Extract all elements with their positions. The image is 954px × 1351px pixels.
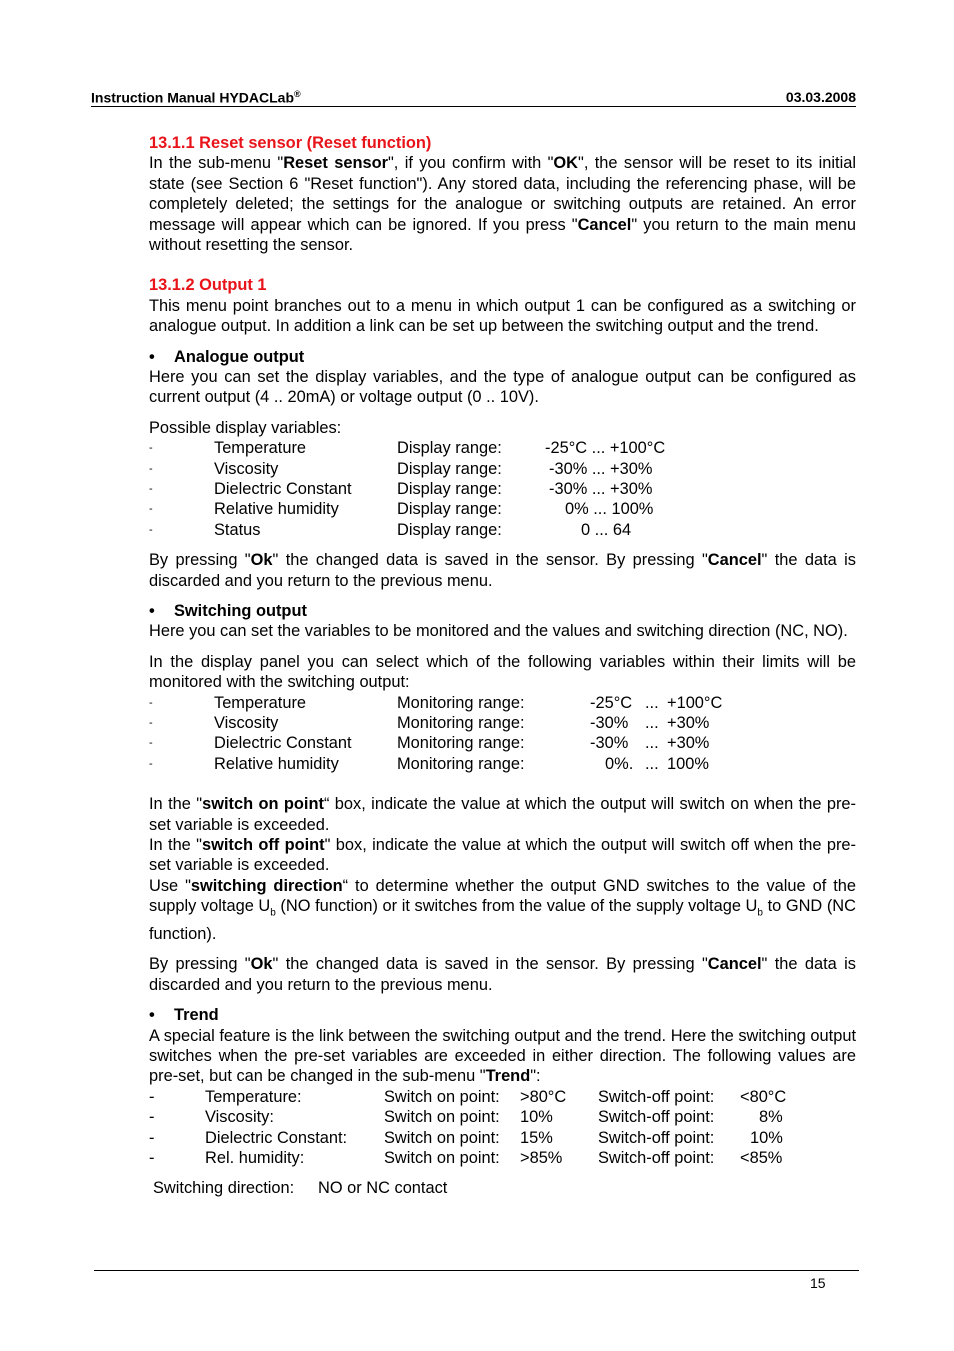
list-item: - Status Display range: 0 ... 64 <box>149 520 632 539</box>
list-item: - Viscosity Display range: -30% ... +30% <box>149 459 653 478</box>
analogue-ok-cancel: By pressing "Ok" the changed data is saved in the sensor. By pressing "Cancel" the data is discarded and you return to the previous menu. <box>149 551 856 590</box>
analogue-paragraph: Here you can set the display variables, and the type of analogue output can be configured as current output (4 .. 20mA) or voltage output (0 .. 10V). <box>149 368 856 407</box>
list-item: - Relative humidity Monitoring range: 0%. ... 100% <box>149 754 709 773</box>
header-date: 03.03.2008 <box>785 89 856 105</box>
list-item: - Temperature Monitoring range: -25°C ... +100°C <box>149 693 723 712</box>
list-item: - Relative humidity Display range: 0% ... 100% <box>149 500 654 519</box>
bullet-switching-output: • Switching output <box>149 602 307 621</box>
analogue-intro: Possible display variables: <box>149 418 342 437</box>
switching-paragraph: Here you can set the variables to be monitored and the values and switching direction (NC, NO). <box>149 622 848 641</box>
list-item: - Viscosity: Switch on point: 10% Switch-off point: 8% <box>149 1108 783 1127</box>
list-item: - Temperature: Switch on point: >80°C Switch-off point: <80°C <box>149 1087 787 1106</box>
footer-rule <box>94 1270 859 1271</box>
switching-ok-cancel: By pressing "Ok" the changed data is saved in the sensor. By pressing "Cancel" the data is discarded and you return to the previous menu. <box>149 955 856 994</box>
analogue-variable-list <box>149 438 856 540</box>
section-heading-output1: 13.1.2 Output 1 <box>149 276 267 295</box>
list-item: - Viscosity Monitoring range: -30% ... +30% <box>149 714 710 733</box>
bullet-analogue-output: • Analogue output <box>149 347 305 366</box>
list-item: - Rel. humidity: Switch on point: >85% Switch-off point: <85% <box>149 1148 783 1167</box>
list-item: - Dielectric Constant Display range: -30% ... +30% <box>149 480 653 499</box>
list-item: - Temperature Display range: -25°C ... +100°C <box>149 439 666 458</box>
reset-paragraph: In the sub-menu "Reset sensor", if you confirm with "OK", the sensor will be reset to its initial state (see Section 6 "Reset function"). Any stored data, including the referencing phase, will be completely deleted; the settings for the analogue or switching outputs are retained. An error message will appear which can be ignored. If you press "Cancel" you return to the main menu without resetting the sensor. <box>149 154 857 255</box>
header-title: Instruction Manual HYDACLab® <box>91 89 301 106</box>
page-number: 15 <box>810 1275 826 1291</box>
page-header <box>91 88 856 107</box>
switch-off-paragraph: In the "switch off point" box, indicate the value at which the output will switch off when the pre-set variable is exceeded. <box>149 836 856 875</box>
page-content <box>149 133 856 1199</box>
monitoring-variable-list <box>149 693 856 775</box>
list-item: - Dielectric Constant Monitoring range: -30% ... +30% <box>149 734 710 753</box>
output1-paragraph: This menu point branches out to a menu in which output 1 can be configured as a switching or analogue output. In addition a link can be set up between the switching output and the trend. <box>149 296 856 336</box>
section-heading-reset: 13.1.1 Reset sensor (Reset function) <box>149 134 432 152</box>
switch-on-paragraph: In the "switch on point“ box, indicate the value at which the output will switch on when the pre-set variable is exceeded. <box>149 795 856 834</box>
list-item: - Dielectric Constant: Switch on point: 15% Switch-off point: 10% <box>149 1128 783 1147</box>
switching-direction-paragraph: Use "switching direction“ to determine whether the output GND switches to the value of the supply voltage $U_b$ (NO function) or it switches from the value of the supply voltage $U_b$ to GND (NC function). <box>149 876 856 943</box>
switching-direction-line: Switching direction: NO or NC contact <box>153 1179 448 1198</box>
trend-value-list <box>149 1087 856 1169</box>
trend-paragraph: A special feature is the link between the switching output and the trend. Here the switching output switches when the pre-set variables are exceeded in either direction. The following values are pre-set, but can be changed in the sub-menu "Trend": <box>149 1026 856 1086</box>
bullet-trend: • Trend <box>149 1006 219 1025</box>
switching-paragraph-2: In the display panel you can select which of the following variables within their limits will be monitored with the switching output: <box>149 652 856 692</box>
